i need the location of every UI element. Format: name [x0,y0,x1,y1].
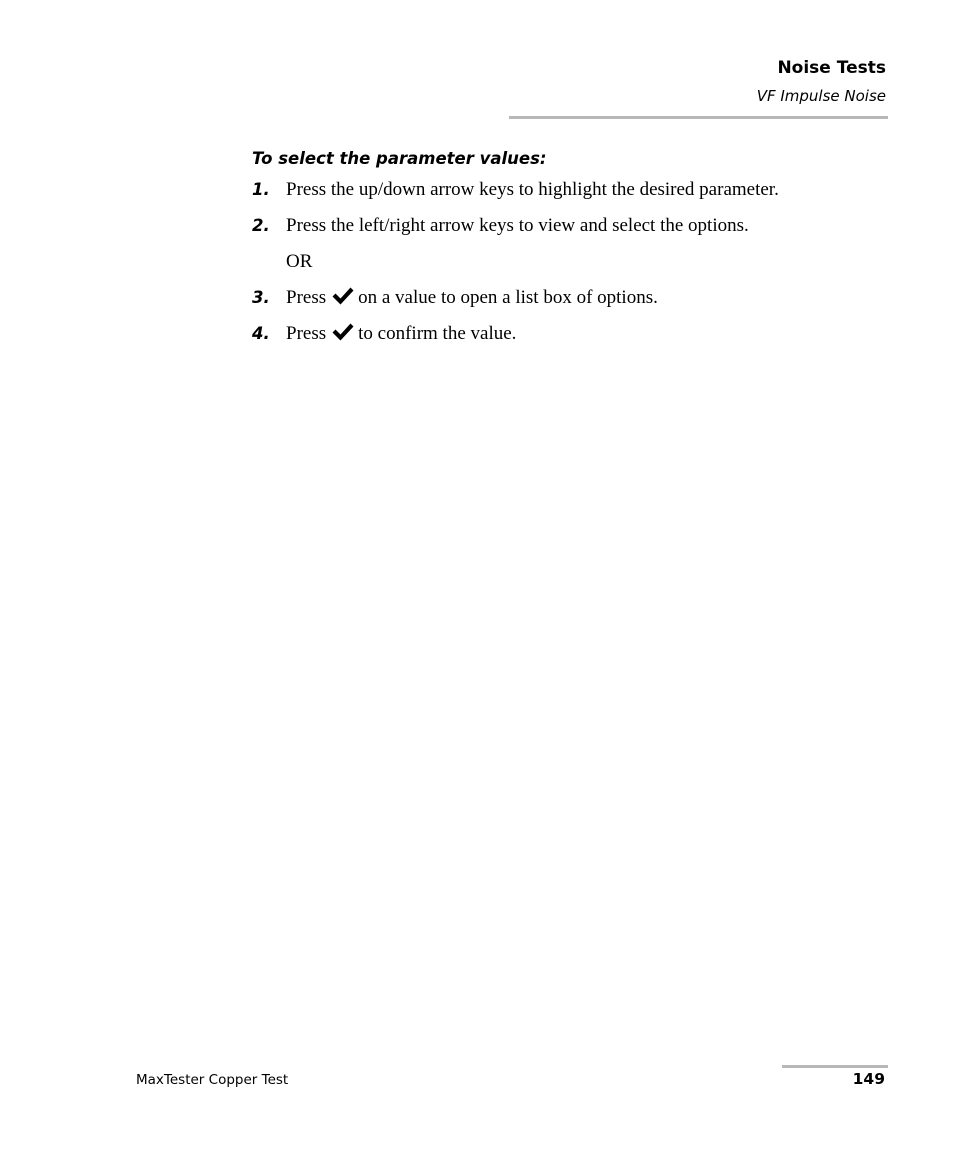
step-text-before: Press [286,323,327,344]
step-number: 2. [252,216,270,235]
checkmark-icon [331,286,355,306]
header-rule [509,116,888,119]
step-text-before: Press [286,287,327,308]
step-text [286,284,658,312]
footer-product-name: MaxTester Copper Test [136,1072,289,1088]
running-header [757,56,886,107]
step-text: Press the left/right arrow keys to view and select the options. [286,215,749,236]
step-number: 3. [252,288,270,307]
page-number: 149 [852,1070,885,1088]
step-number: 4. [252,324,270,343]
step-text: Press the up/down arrow keys to highlight the desired parameter. [286,179,779,200]
section-title: VF Impulse Noise [756,87,886,105]
or-label: OR [286,251,313,272]
step-text-after: on a value to open a list box of options. [358,287,658,308]
step-text [286,320,516,348]
chapter-title: Noise Tests [777,58,886,78]
checkmark-icon [331,322,355,342]
step-number: 1. [252,180,270,199]
procedure-heading: To select the parameter values: [252,149,547,168]
step-text-after: to confirm the value. [358,323,517,344]
